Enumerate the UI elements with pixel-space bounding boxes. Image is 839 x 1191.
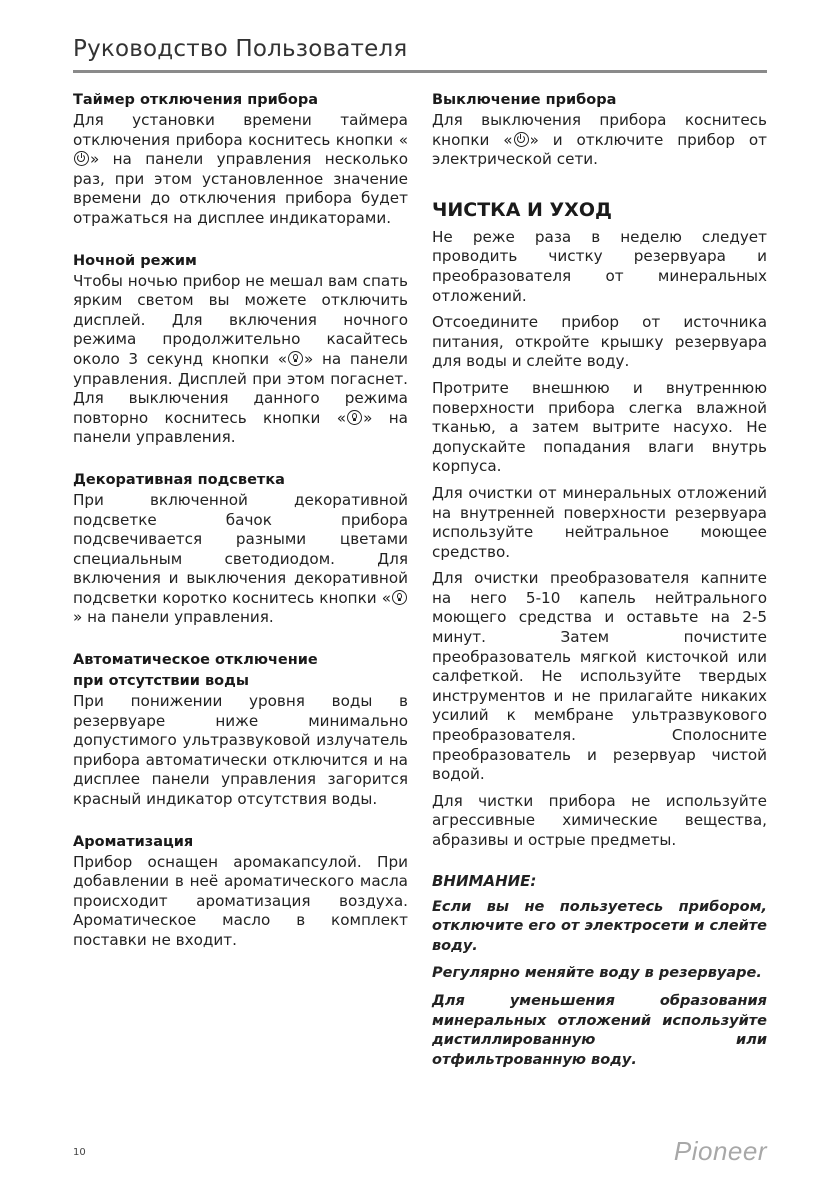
section-heading: Декоративная подсветка — [73, 471, 285, 488]
section-text: При включенной декоративной подсветке бачок прибора подсвечивается разными цветами специальным светодиодом. Для включения и выключения декоративной подсветки коротко коснитесь кнопки «» на панели управления. — [73, 490, 408, 627]
power-icon — [514, 132, 529, 147]
cleaning-paragraph: Протрите внешнюю и внутреннюю поверхности прибора слегка влажной тканью, а затем вытрите насухо. Не допускайте попадания влаги внутрь корпуса. — [432, 378, 767, 476]
cleaning-paragraph: Для очистки преобразователя капните на него 5-10 капель нейтрального моющего средства и оставьте на 2-5 минут. Затем почистите преобразователь мягкой кисточкой или салфеткой. Не используйте твердых инструментов и не прилагайте никаких усилий к мембране ультразвукового преобразователя. Сполосните преобразователь и резервуар чистой водой. — [432, 569, 767, 784]
section-text: Прибор оснащен аромакапсулой. При добавлении в неё ароматического масла происходит ароматизация воздуха. Ароматическое масло в комплект поставки не входит. — [73, 852, 408, 949]
left-column — [73, 88, 408, 973]
cleaning-heading: ЧИСТКА И УХОД — [432, 198, 612, 221]
section-heading: Выключение прибора — [432, 92, 617, 108]
section-night-mode — [73, 251, 408, 448]
section-auto-off — [73, 650, 408, 810]
section-text: Чтобы ночью прибор не мешал вам спать ярким светом вы можете отключить дисплей. Для включения ночного режима продолжительно касайтесь около 3 секунд кнопки « » на панели управления. Дисплей при этом погаснет. Для выключения данного режима повторно коснитесь кнопки « » на панели управления. — [73, 271, 408, 447]
section-text: Для установки времени таймера отключения прибора коснитесь кнопки «» на панели управления несколько раз, при этом установленное значение времени до отключения прибора будет отражаться на дисплее индикаторами. — [73, 111, 408, 227]
header-divider — [73, 70, 767, 73]
warning-item: Регулярно меняйте воду в резервуаре. — [432, 965, 762, 982]
brand-logo: Pioneer — [673, 1136, 767, 1166]
section-text: При понижении уровня воды в резервуаре ниже минимально допустимого ультразвуковой излучатель прибора автоматически отключится и на дисплее панели управления загорится красный индикатор отсутствия воды. — [73, 692, 408, 809]
page-title: Руководство Пользователя — [73, 36, 408, 62]
cleaning-paragraph: Для чистки прибора не используйте агрессивные химические вещества, абразивы и острые предметы. — [432, 791, 767, 849]
section-text: Для выключения прибора коснитесь кнопки « » и отключите прибор от электрической сети. — [432, 111, 767, 169]
light-bulb-icon — [347, 410, 362, 425]
cleaning-paragraph: Не реже раза в неделю следует проводить чистку резервуара и преобразователя от минеральных отложений. — [432, 227, 767, 305]
section-timer — [73, 90, 408, 229]
cleaning-paragraph: Для очистки от минеральных отложений на внутренней поверхности резервуара используйте нейтральное моющее средство. — [432, 483, 767, 561]
right-column — [432, 88, 767, 1078]
section-cleaning — [432, 198, 767, 851]
cleaning-paragraph: Отсоедините прибор от источника питания, откройте крышку резервуара для воды и слейте воду. — [432, 313, 767, 371]
warning-title: ВНИМАНИЕ: — [432, 871, 537, 890]
warning-item: Для уменьшения образования минеральных отложений используйте дистиллированную или отфильтрованную воду. — [432, 992, 767, 1068]
page-number: 10 — [73, 1147, 86, 1158]
section-heading: Ночной режим — [73, 252, 197, 269]
section-decor-light — [73, 470, 408, 628]
section-heading: Автоматическое отключение при отсутствии воды — [73, 652, 318, 690]
section-heading: Ароматизация — [73, 833, 194, 850]
light-bulb-icon — [392, 590, 407, 605]
light-bulb-icon — [288, 351, 303, 366]
timer-icon — [74, 151, 89, 166]
warning-item: Если вы не пользуетесь прибором, отключите его от электросети и слейте воду. — [432, 898, 767, 954]
section-heading: Таймер отключения прибора — [73, 92, 319, 108]
section-power-off — [432, 90, 767, 170]
section-aroma — [73, 832, 408, 951]
warning-block — [432, 871, 767, 1071]
